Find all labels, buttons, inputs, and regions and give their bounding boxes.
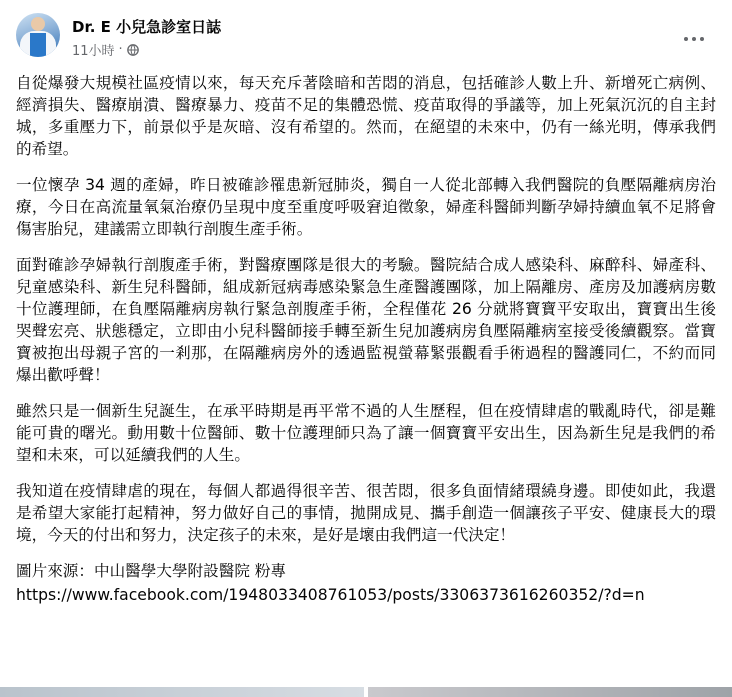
meta-separator: · [118, 42, 123, 57]
post-photo[interactable] [0, 687, 364, 697]
post-header [16, 13, 716, 61]
globe-icon[interactable] [127, 44, 139, 56]
avatar-scrub [30, 33, 46, 57]
avatar[interactable] [16, 13, 60, 57]
post-photo[interactable] [368, 687, 732, 697]
author-name[interactable]: Dr. E 小兒急診室日誌 [72, 18, 222, 36]
post-time[interactable]: 11小時 [72, 44, 115, 59]
more-options-button[interactable] [676, 25, 712, 53]
source-link[interactable]: https://www.facebook.com/1948033408761053/posts/3306373616260352/?d=n [16, 586, 645, 604]
post-photos [0, 687, 732, 697]
more-dot [684, 37, 688, 41]
avatar-head [31, 17, 45, 31]
post-paragraph: 自從爆發大規模社區疫情以來，每天充斥著陰暗和苦悶的消息，包括確診人數上升、新增死亡病例、經濟損失、醫療崩潰、醫療暴力、疫苗不足的集體恐慌、疫苗取得的爭議等，加上死氣沉沉的自主封城，多重壓力下，前景似乎是灰暗、沒有希望的。然而，在絕望的未來中，仍有一絲光明，傳承我們的希望。 [16, 74, 716, 158]
post-paragraph: 我知道在疫情肆虐的現在，每個人都過得很辛苦、很苦悶，很多負面情緒環繞身邊。即使如此，我還是希望大家能打起精神，努力做好自己的事情，拋開成見、攜手創造一個讓孩子平安、健康長大的環境，今天的付出和努力，決定孩子的未來，是好是壞由我們這一代決定！ [16, 482, 716, 544]
post-meta [72, 40, 139, 59]
image-source-caption: 圖片來源：中山醫學大學附設醫院 粉專 [16, 562, 287, 580]
post-paragraph: 一位懷孕 34 週的產婦，昨日被確診罹患新冠肺炎，獨自一人從北部轉入我們醫院的負壓隔離病房治療，今日在高流量氧氣治療仍呈現中度至重度呼吸窘迫徵象，婦產科醫師判斷孕婦持續血氧不足將會傷害胎兒，建議需立即執行剖腹生產手術。 [16, 176, 716, 238]
more-dot [700, 37, 704, 41]
more-dot [692, 37, 696, 41]
post-body [16, 72, 716, 606]
post-paragraph: 面對確診孕婦執行剖腹產手術，對醫療團隊是很大的考驗。醫院結合成人感染科、麻醉科、婦產科、兒童感染科、新生兒科醫師，組成新冠病毒感染緊急生產醫護團隊，加上隔離房、產房及加護病房數十位護理師，在負壓隔離病房執行緊急剖腹產手術，全程僅花 26 分就將寶寶平安取出，寶寶出生後哭聲宏亮、狀態穩定，立即由小兒科醫師接手轉至新生兒加護病房負壓隔離病室接受後續觀察。當寶寶被抱出母親子宮的一剎那，在隔離病房外的透過監視螢幕緊張觀看手術過程的醫護同仁，不約而同爆出歡呼聲！ [16, 256, 716, 384]
post-paragraph: 雖然只是一個新生兒誕生，在承平時期是再平常不過的人生歷程，但在疫情肆虐的戰亂時代，卻是難能可貴的曙光。動用數十位醫師、數十位護理師只為了讓一個寶寶平安出生，因為新生兒是我們的希望和未來，可以延續我們的人生。 [16, 402, 716, 464]
